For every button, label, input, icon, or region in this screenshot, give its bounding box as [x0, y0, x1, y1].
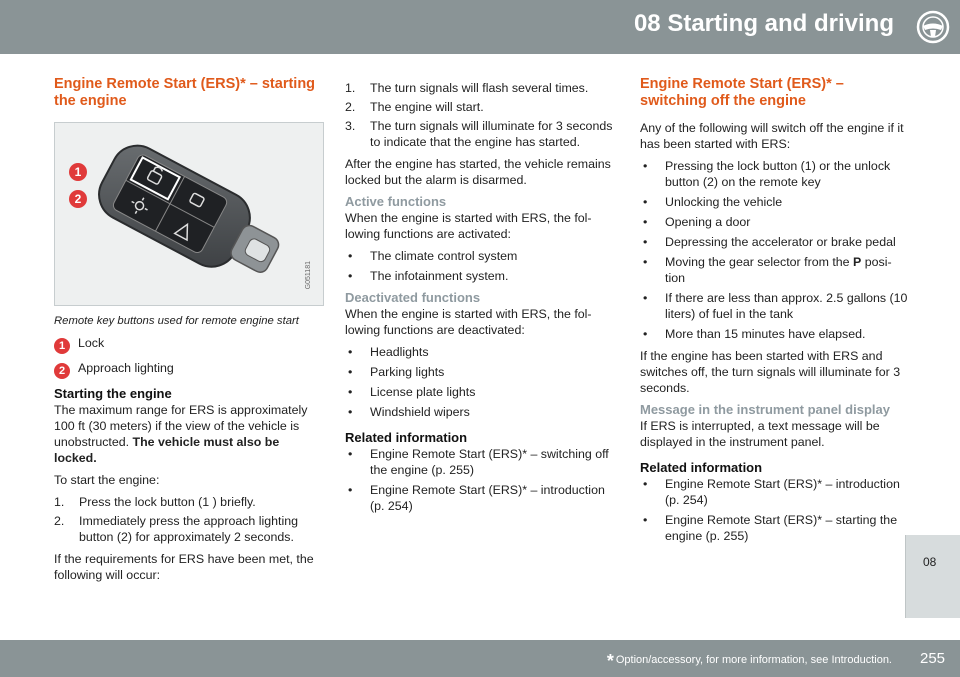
remote-key-figure	[54, 122, 324, 306]
paragraph-switch-off-intro: Any of the following will switch off the engine if it has been started with ERS:	[640, 121, 904, 151]
bullet: •	[348, 483, 353, 497]
bullet: •	[643, 195, 648, 209]
page-number: 255	[905, 640, 960, 677]
list-item-text: Opening a door	[665, 215, 751, 229]
column-3	[640, 76, 908, 550]
bullet: •	[348, 269, 353, 283]
list-item-text: Windshield wipers	[370, 405, 470, 419]
bullet: •	[348, 447, 353, 461]
start-steps-list	[54, 494, 324, 545]
related-link-text[interactable]: Engine Remote Start (ERS)* – starting the engine (p. 255)	[665, 513, 898, 543]
bullet: •	[348, 405, 353, 419]
list-item-text: If there are less than approx. 2.5 gallons (10 liters) of fuel in the tank	[665, 291, 908, 321]
bullet: •	[348, 249, 353, 263]
chapter-side-tab-label: 08	[923, 555, 937, 569]
footnote-text: Option/accessory, for more information, see Introduction.	[615, 654, 892, 666]
figure-code: G051181	[305, 260, 312, 289]
list-item	[345, 80, 615, 96]
bullet: •	[348, 385, 353, 399]
step-text: The turn signals will illuminate for 3 seconds to indicate that the engine has started.	[370, 119, 613, 149]
related-link-text[interactable]: Engine Remote Start (ERS)* – introduction (p. 254)	[665, 477, 900, 507]
list-item	[640, 158, 908, 190]
bullet: •	[643, 255, 648, 269]
paragraph-range-text: The maximum range for ERS is approximately 100 ft (30 meters) if the view of the vehicle is unobstructed.	[54, 403, 308, 449]
step-text: The engine will start.	[370, 100, 484, 114]
bullet: •	[643, 513, 648, 527]
list-item	[345, 248, 615, 264]
subheading-starting-engine: Starting the engine	[54, 386, 172, 401]
bullet: •	[348, 365, 353, 379]
active-functions-list	[345, 248, 615, 284]
list-item	[640, 194, 908, 210]
paragraph-requirements: If the requirements for ERS have been met, the following will occur:	[54, 552, 314, 582]
list-item	[345, 268, 615, 284]
step-text: Press the lock button (1 ) briefly.	[79, 495, 256, 509]
subheading-message: Message in the instrument panel display	[640, 402, 890, 417]
paragraph-after-start: After the engine has started, the vehicle remains locked but the alarm is disarmed.	[345, 157, 611, 187]
figure-badge-2: 2	[69, 190, 87, 208]
related-link-text[interactable]: Engine Remote Start (ERS)* – switching off the engine (p. 255)	[370, 447, 609, 477]
step-number: 2.	[54, 514, 65, 528]
list-item-text: Moving the gear selector from the	[665, 255, 854, 269]
related-link[interactable]	[345, 446, 615, 478]
legend-label: Approach lighting	[78, 361, 174, 375]
step-text: The turn signals will flash several times.	[370, 81, 589, 95]
related-link[interactable]	[640, 512, 908, 544]
list-item-text: License plate lights	[370, 385, 476, 399]
paragraph-range	[54, 402, 324, 466]
list-item	[345, 404, 615, 420]
paragraph-message: If ERS is interrupted, a text message will be displayed in the instrument panel.	[640, 419, 880, 449]
switch-off-conditions-list	[640, 158, 908, 342]
figure-caption: Remote key buttons used for remote engine start	[54, 315, 299, 327]
bullet: •	[643, 159, 648, 173]
list-item-text: Depressing the accelerator or brake pedal	[665, 235, 896, 249]
chapter-title: 08 Starting and driving	[633, 10, 894, 37]
section-heading-switching-off: Engine Remote Start (ERS)* – switching off the engine	[640, 76, 844, 109]
list-item	[640, 234, 908, 250]
related-link[interactable]	[345, 482, 615, 514]
step-number: 3.	[345, 119, 356, 133]
paragraph-turn-signals: If the engine has been started with ERS and switches off, the turn signals will illuminate for 3 seconds.	[640, 349, 901, 395]
chapter-side-tab	[905, 535, 960, 618]
list-item-text: The climate control system	[370, 249, 518, 263]
bullet: •	[643, 215, 648, 229]
paragraph-range-bold: The vehicle must also be locked.	[54, 435, 280, 465]
list-item-text: Parking lights	[370, 365, 445, 379]
paragraph-active-intro: When the engine is started with ERS, the fol-lowing functions are activated:	[345, 211, 592, 241]
list-item	[640, 326, 908, 342]
steering-wheel-icon	[915, 9, 951, 45]
gear-position-label: P	[853, 255, 862, 269]
subheading-active-functions: Active functions	[345, 194, 447, 209]
related-link[interactable]	[640, 476, 908, 508]
bullet: •	[643, 477, 648, 491]
paragraph-deactivated-intro: When the engine is started with ERS, the fol-lowing functions are deactivated:	[345, 307, 592, 337]
legend-badge-2: 2	[54, 363, 70, 379]
legend-item-lock	[54, 335, 324, 351]
list-item	[345, 118, 615, 150]
list-item	[345, 344, 615, 360]
list-item	[345, 384, 615, 400]
subheading-related-information: Related information	[345, 430, 468, 445]
list-item-text: Pressing the lock button (1) or the unlock button (2) on the remote key	[665, 159, 891, 189]
related-link-text[interactable]: Engine Remote Start (ERS)* – introduction (p. 254)	[370, 483, 605, 513]
related-links-list	[640, 476, 908, 544]
bullet: •	[348, 345, 353, 359]
bullet: •	[643, 327, 648, 341]
column-2	[345, 80, 615, 520]
page-header	[0, 0, 960, 54]
legend-label: Lock	[78, 336, 105, 350]
list-item-text: More than 15 minutes have elapsed.	[665, 327, 866, 341]
remote-key-illustration	[55, 123, 323, 305]
bullet: •	[643, 291, 648, 305]
list-item	[640, 254, 908, 286]
legend-item-approach-lighting	[54, 360, 324, 376]
footnote	[607, 651, 892, 672]
paragraph-to-start: To start the engine:	[54, 473, 160, 487]
bullet: •	[643, 235, 648, 249]
result-steps-list	[345, 80, 615, 150]
list-item-text: posi-tion	[665, 255, 892, 285]
chapter-icon-box	[905, 0, 960, 54]
list-item	[640, 290, 908, 322]
list-item-text: Unlocking the vehicle	[665, 195, 783, 209]
list-item	[345, 364, 615, 380]
related-links-list	[345, 446, 615, 514]
step-number: 2.	[345, 100, 356, 114]
column-1	[54, 76, 324, 589]
figure-badge-1: 1	[69, 163, 87, 181]
step-number: 1.	[54, 495, 65, 509]
list-item-text: The infotainment system.	[370, 269, 509, 283]
page-footer	[0, 640, 960, 677]
list-item	[54, 494, 324, 510]
list-item	[345, 99, 615, 115]
deactivated-functions-list	[345, 344, 615, 420]
step-text: Immediately press the approach lighting button (2) for approximately 2 seconds.	[79, 514, 299, 544]
section-heading-starting: Engine Remote Start (ERS)* – starting the engine	[54, 76, 316, 109]
footnote-asterisk: *	[606, 651, 614, 671]
subheading-deactivated-functions: Deactivated functions	[345, 290, 481, 305]
list-item-text: Headlights	[370, 345, 429, 359]
list-item	[54, 513, 324, 545]
list-item	[640, 214, 908, 230]
subheading-related-information: Related information	[640, 460, 763, 475]
step-number: 1.	[345, 81, 356, 95]
legend-badge-1: 1	[54, 338, 70, 354]
